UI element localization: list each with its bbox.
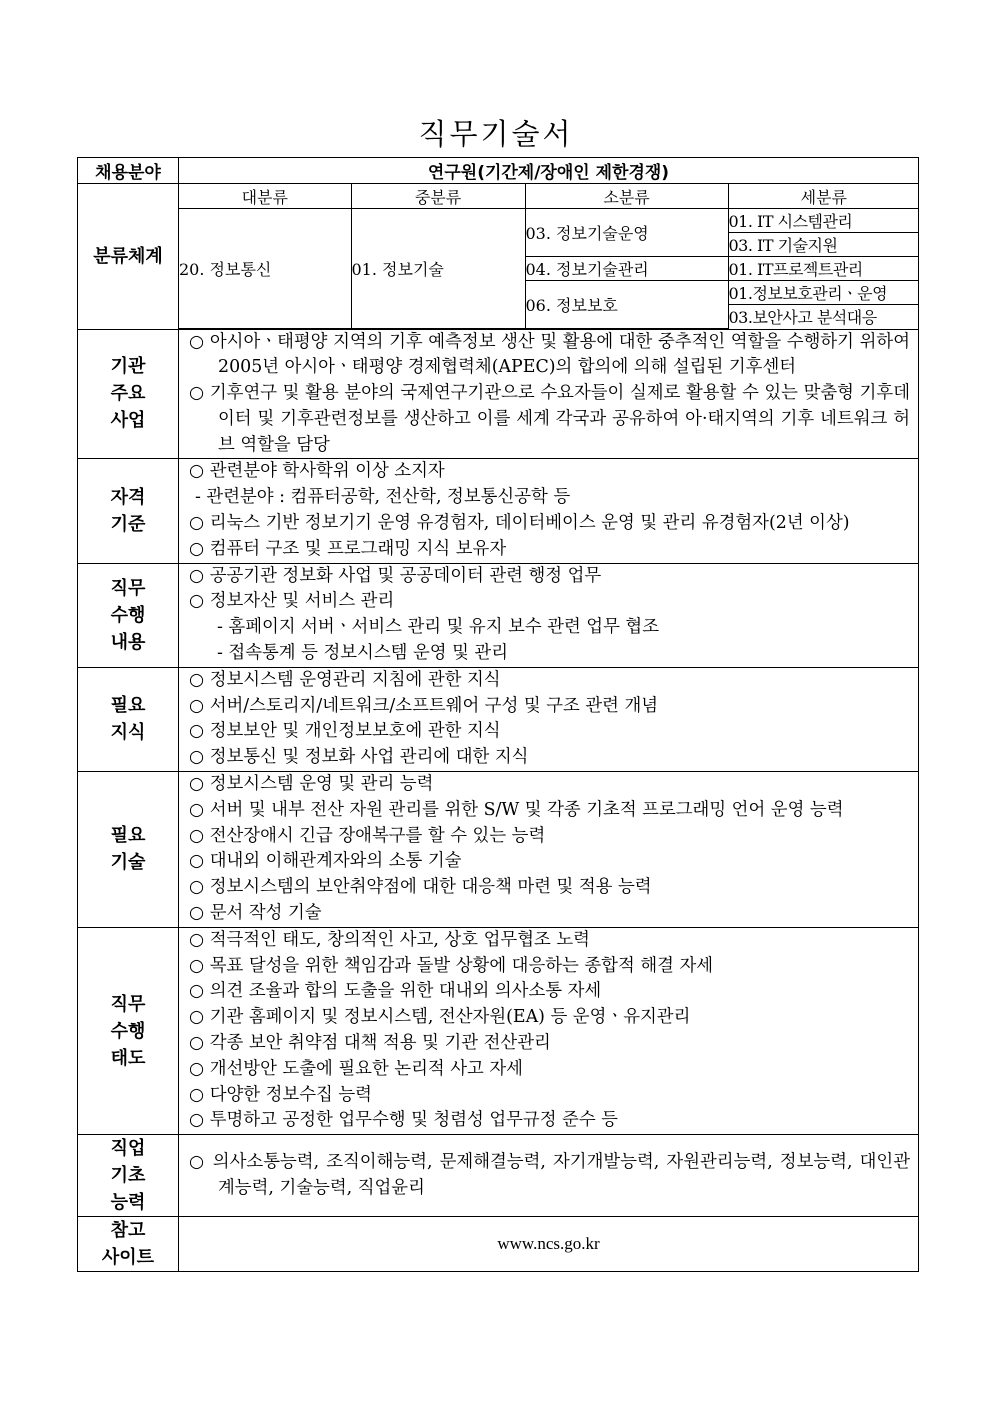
section-row xyxy=(78,459,919,563)
recruit-field-value: 연구원(기간제/장애인 제한경쟁) xyxy=(179,158,919,184)
classification-cell xyxy=(179,184,919,330)
bullet-item: ○ 전산장애시 긴급 장애복구를 할 수 있는 능력 xyxy=(189,825,546,846)
section-row xyxy=(78,927,919,1134)
recruit-field-label: 채용분야 xyxy=(78,158,179,184)
reference-row xyxy=(78,1217,919,1272)
minor-category: 06. 정보보호 xyxy=(525,281,728,329)
sub-item: - 홈페이지 서버ㆍ서비스 관리 및 유지 보수 관련 업무 협조 xyxy=(217,617,660,638)
bullet-item: ○ 대내외 이해관계자와의 소통 기술 xyxy=(189,851,462,872)
section-row xyxy=(78,667,919,771)
bullet-item: ○ 목표 달성을 위한 책임감과 돌발 상황에 대응하는 종합적 해결 자세 xyxy=(189,955,714,976)
bullet-item: ○ 적극적인 태도, 창의적인 사고, 상호 업무협조 노력 xyxy=(189,929,590,950)
bullet-item: ○ 투명하고 공정한 업무수행 및 청렴성 업무규정 준수 등 xyxy=(189,1110,618,1131)
section-label: 필요 지식 xyxy=(78,667,179,771)
bullet-item: ○ 의견 조율과 합의 도출을 위한 대내외 의사소통 자세 xyxy=(189,981,602,1002)
section-content xyxy=(179,667,919,771)
minor-category: 04. 정보기술관리 xyxy=(525,257,728,281)
section-label: 자격 기준 xyxy=(78,459,179,563)
bullet-item: ○ 관련분야 학사학위 이상 소지자 xyxy=(189,461,445,482)
minor-category: 03. 정보기술운영 xyxy=(525,209,728,257)
bullet-item: ○ 서버 및 내부 전산 자원 관리를 위한 S/W 및 각종 기초적 프로그래밍 언어 운영 능력 xyxy=(189,799,844,820)
bullet-item: ○ 의사소통능력, 조직이해능력, 문제해결능력, 자기개발능력, 자원관리능력, 정보능력, 대인관계능력, 기술능력, 직업윤리 xyxy=(189,1151,910,1198)
section-content xyxy=(179,927,919,1134)
detail-category: 01.정보보호관리ㆍ운영 xyxy=(728,281,919,305)
detail-category: 03. IT 기술지원 xyxy=(728,233,919,257)
bullet-item: ○ 기관 홈페이지 및 정보시스템, 전산자원(EA) 등 운영ㆍ유지관리 xyxy=(189,1007,691,1028)
section-content xyxy=(179,563,919,667)
bullet-item: ○ 정보시스템 운영관리 지침에 관한 지식 xyxy=(189,669,501,690)
section-row xyxy=(78,1135,919,1217)
section-content xyxy=(179,459,919,563)
col-header-detail: 세분류 xyxy=(728,184,919,209)
reference-site-link[interactable]: www.ncs.go.kr xyxy=(179,1217,919,1272)
document-title: 직무기술서 xyxy=(418,117,574,151)
bullet-item: ○ 정보통신 및 정보화 사업 관리에 대한 지식 xyxy=(189,747,529,768)
sub-item: - 관련분야 : 컴퓨터공학, 전산학, 정보통신공학 등 xyxy=(195,487,571,508)
bullet-item: ○ 리눅스 기반 정보기기 운영 유경험자, 데이터베이스 운영 및 관리 유경험자(2년 이상) xyxy=(189,513,850,534)
bullet-item: ○ 개선방안 도출에 필요한 논리적 사고 자세 xyxy=(189,1058,523,1079)
sub-item: - 접속통계 등 정보시스템 운영 및 관리 xyxy=(217,643,509,664)
bullet-item: ○ 컴퓨터 구조 및 프로그래밍 지식 보유자 xyxy=(189,538,507,559)
section-row xyxy=(78,563,919,667)
classification-table xyxy=(179,184,919,329)
section-label: 직업 기초 능력 xyxy=(78,1135,179,1217)
reference-label: 참고 사이트 xyxy=(78,1217,179,1272)
detail-category: 01. IT 시스템관리 xyxy=(728,209,919,233)
classification-label: 분류체계 xyxy=(78,184,179,330)
col-header-major: 대분류 xyxy=(179,184,351,209)
bullet-item: ○ 공공기관 정보화 사업 및 공공데이터 관련 행정 업무 xyxy=(189,565,602,586)
section-label: 필요 기술 xyxy=(78,772,179,928)
section-label: 직무 수행 내용 xyxy=(78,563,179,667)
section-label: 직무 수행 태도 xyxy=(78,927,179,1134)
recruit-field-row xyxy=(78,158,919,184)
bullet-item: ○ 각종 보안 취약점 대책 적용 및 기관 전산관리 xyxy=(189,1033,551,1054)
section-label: 기관 주요 사업 xyxy=(78,329,179,459)
bullet-item: ○ 정보시스템 운영 및 관리 능력 xyxy=(189,774,434,795)
section-row xyxy=(78,772,919,928)
col-header-minor: 소분류 xyxy=(525,184,728,209)
bullet-item: ○ 문서 작성 기술 xyxy=(189,903,322,924)
bullet-item: ○ 기후연구 및 활용 분야의 국제연구기관으로 수요자들이 실제로 활용할 수 있는 맞춤형 기후데이터 및 기후관련정보를 생산하고 이를 세계 각국과 공유하여 아·태지역의 기후 네트워크 허브 역할을 담당 xyxy=(189,383,910,455)
bullet-item: ○ 정보자산 및 서비스 관리 xyxy=(189,591,395,612)
middle-category: 01. 정보기술 xyxy=(351,209,525,329)
section-content xyxy=(179,1135,919,1217)
bullet-item: ○ 아시아ㆍ태평양 지역의 기후 예측정보 생산 및 활용에 대한 중추적인 역할을 수행하기 위하여 2005년 아시아ㆍ태평양 경제협력체(APEC)의 합의에 의해 설립된 기후센터 xyxy=(189,331,910,378)
detail-category: 01. IT프로젝트관리 xyxy=(728,257,919,281)
classification-row xyxy=(78,184,919,330)
detail-category: 03.보안사고 분석대응 xyxy=(728,305,919,329)
bullet-item: ○ 정보시스템의 보안취약점에 대한 대응책 마련 및 적용 능력 xyxy=(189,877,652,898)
bullet-item: ○ 정보보안 및 개인정보보호에 관한 지식 xyxy=(189,721,501,742)
major-category: 20. 정보통신 xyxy=(179,209,351,329)
job-description-table xyxy=(77,157,919,1272)
section-content xyxy=(179,772,919,928)
bullet-item: ○ 서버/스토리지/네트워크/소프트웨어 구성 및 구조 관련 개념 xyxy=(189,695,659,716)
section-content xyxy=(179,329,919,459)
section-row xyxy=(78,329,919,459)
col-header-middle: 중분류 xyxy=(351,184,525,209)
bullet-item: ○ 다양한 정보수집 능력 xyxy=(189,1084,372,1105)
